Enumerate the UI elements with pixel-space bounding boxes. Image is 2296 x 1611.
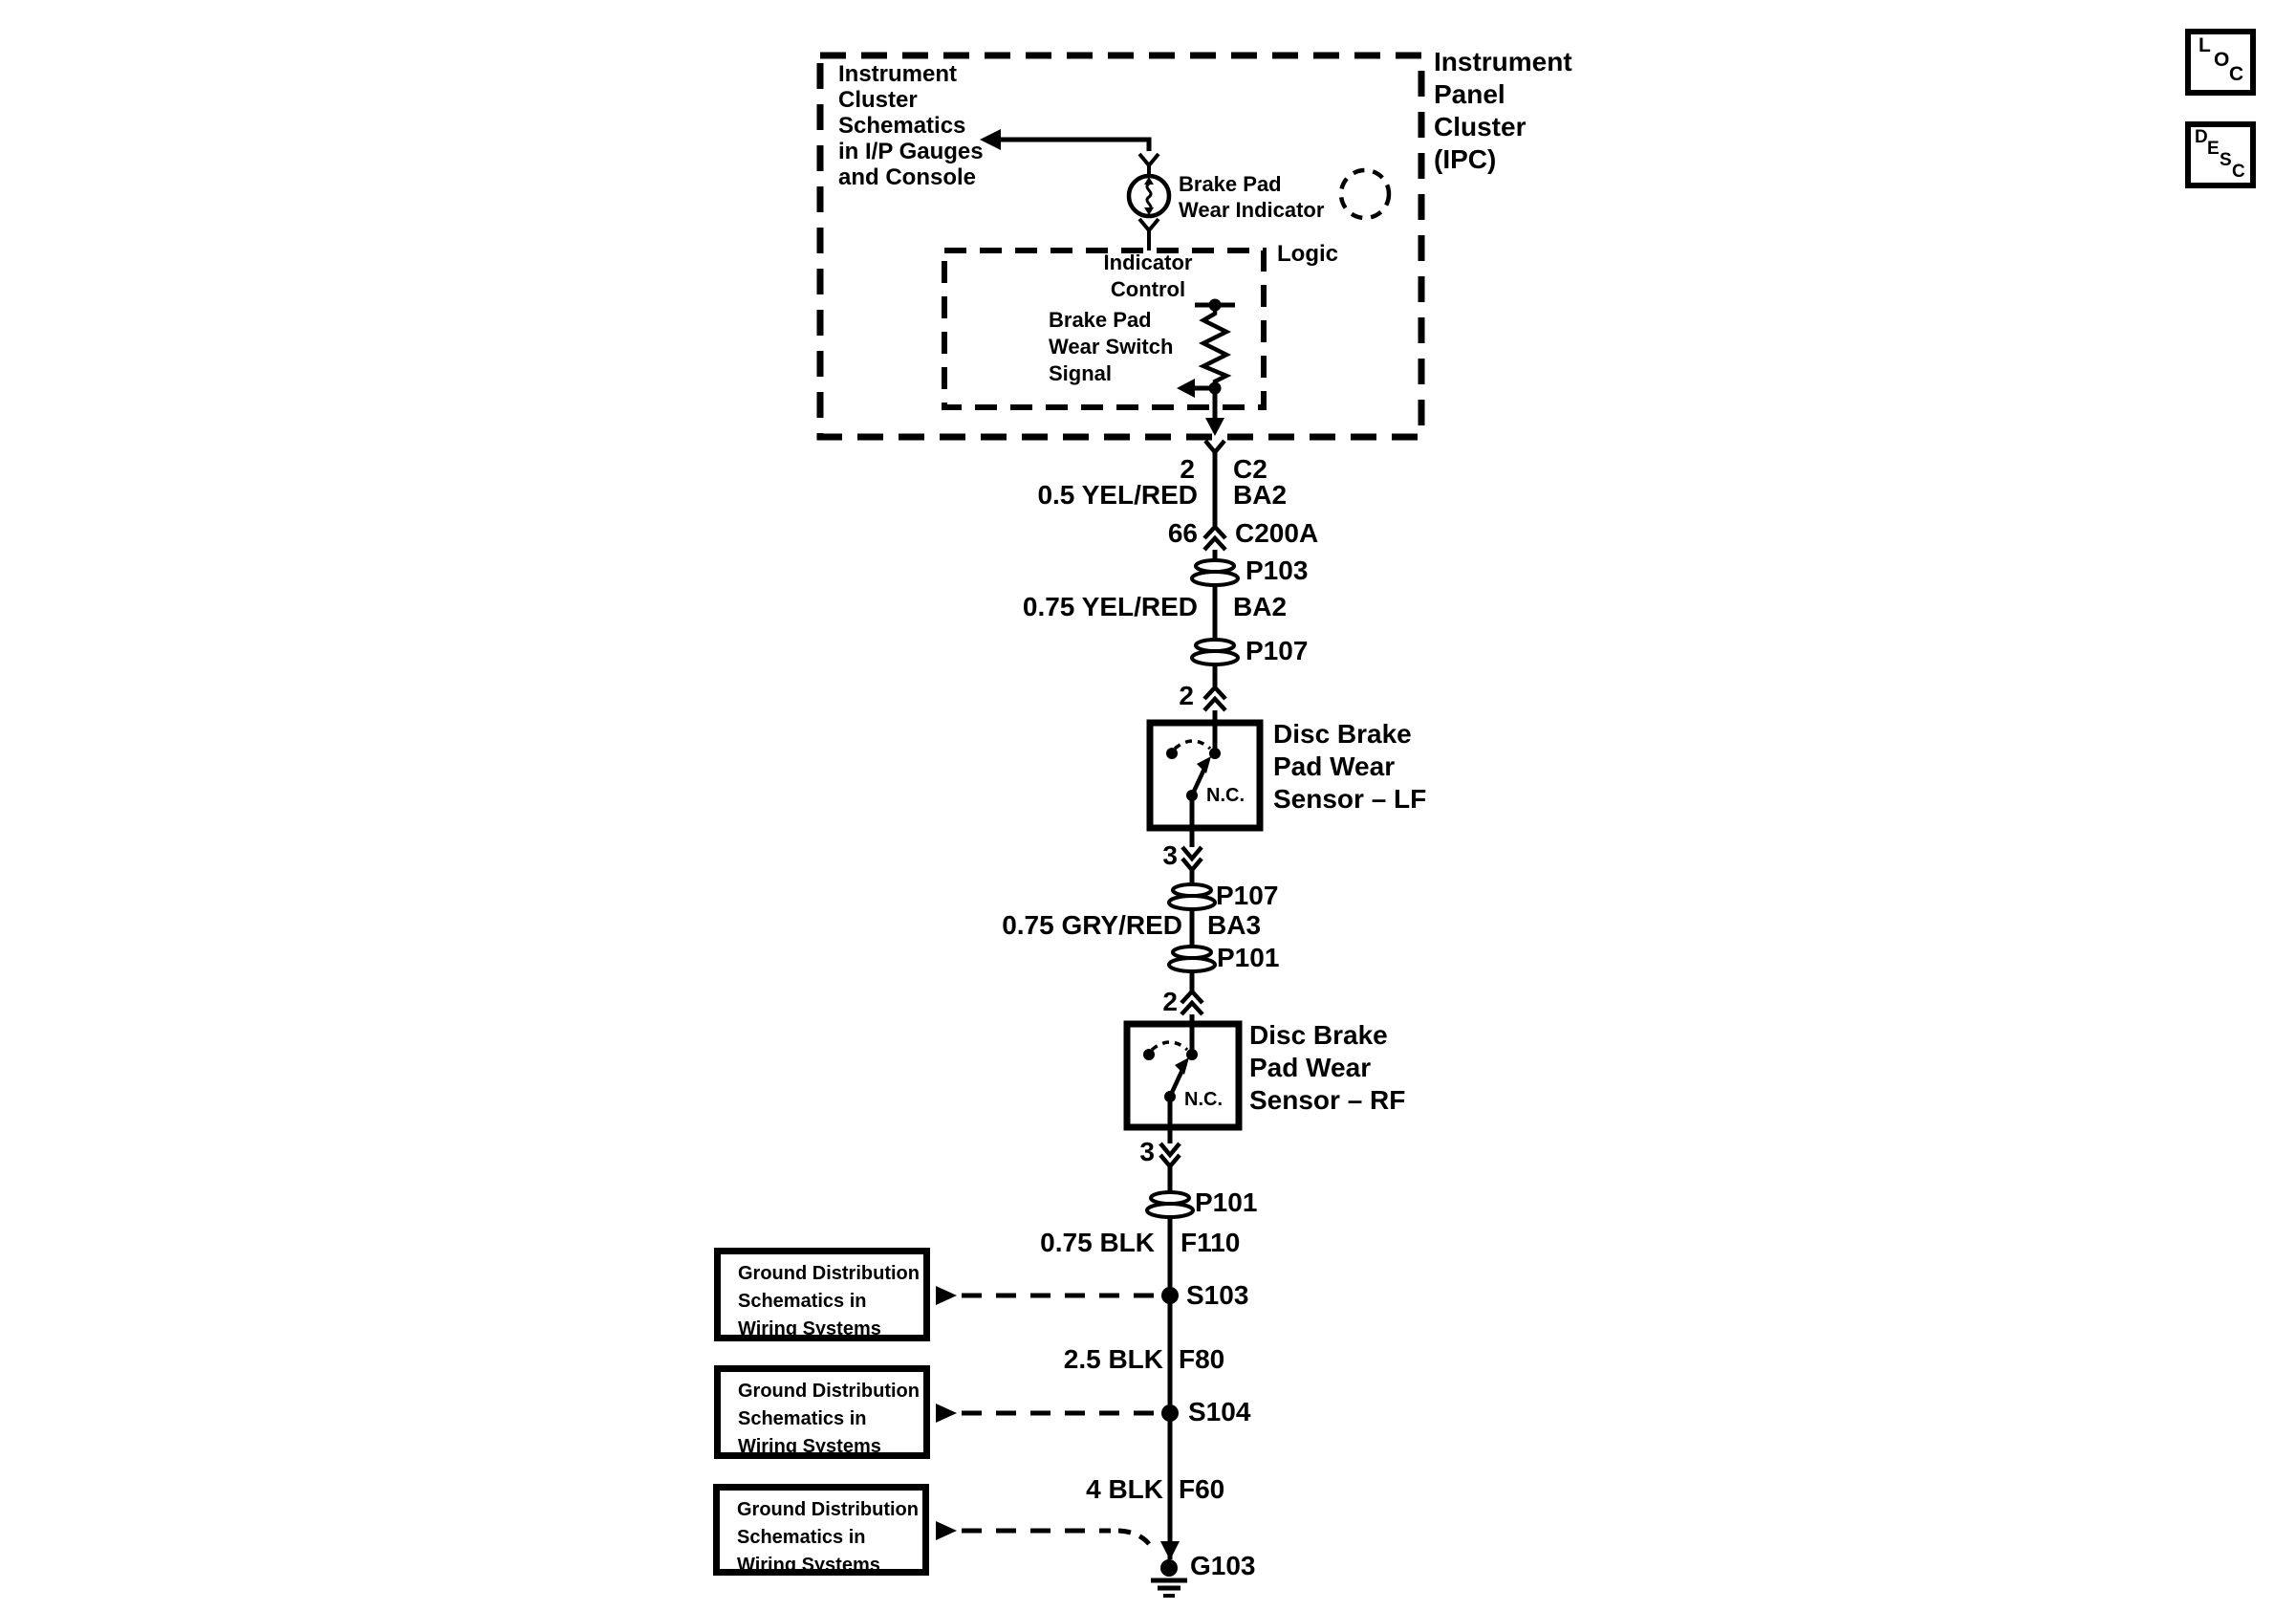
ipc-title-line: (IPC) [1434,144,1497,174]
grommet-p101-label: P101 [1217,943,1280,972]
telltale-dashed-circle [1341,170,1389,218]
rf-sensor-label [1249,1019,1405,1117]
desc-letter: D [2195,127,2208,147]
ground-ref-callout-3 [936,1521,1150,1545]
rf-sensor-line: Disc Brake [1249,1020,1388,1050]
rf-sensor-line: Sensor – RF [1249,1085,1406,1115]
ground-ref-line: Wiring Systems [737,1555,880,1576]
switch-signal-label [1049,307,1173,387]
desc-letter: S [2220,150,2232,170]
wire-gauge-color: 0.75 BLK [1040,1228,1155,1257]
grommet-p107-label: P107 [1245,636,1309,665]
indicator-lamp-label-line: Wear Indicator [1179,198,1325,222]
ipc-title-line: Panel [1434,79,1505,109]
wire-gauge-color: 4 BLK [1086,1474,1163,1504]
switch-signal-line: Wear Switch [1049,335,1174,359]
splice-s104-label: S104 [1188,1397,1251,1426]
rf-pin-out-number: 3 [1139,1137,1155,1166]
lf-sensor-label [1273,718,1426,816]
desc-letter: E [2207,139,2220,159]
wire-gauge-color: 0.75 GRY/RED [1002,910,1182,940]
ipc-title-line: Instrument [1434,47,1572,76]
ground-ref-line: Schematics in [737,1527,866,1548]
crossref-arrow [980,129,1149,151]
connector-c200a-label: C200A [1235,518,1319,548]
switch-signal-line: Signal [1049,361,1113,385]
lf-sensor-line: Pad Wear [1273,751,1396,781]
wire-circuit-number: F110 [1180,1228,1241,1257]
indicator-control-line: Indicator [1103,250,1193,274]
indicator-lamp-label-line: Brake Pad [1179,172,1282,196]
loc-button[interactable] [2185,29,2256,96]
lf-nc-label: N.C. [1206,785,1245,806]
ground-ref-line: Ground Distribution [738,1381,920,1402]
ground-ref-line: Schematics in [738,1408,867,1429]
crossref-line: in I/P Gauges [838,139,984,164]
ground-g103-label: G103 [1190,1551,1256,1580]
lf-pin-in-number: 2 [1179,681,1194,710]
wire-gauge-color: 0.75 YEL/RED [1022,592,1198,621]
rf-pin-in-number: 2 [1162,987,1178,1016]
rf-sensor-line: Pad Wear [1249,1053,1372,1082]
ground-ref-line: Ground Distribution [737,1499,919,1520]
wire-ipc-to-lf [1192,441,1238,753]
loc-letter: L [2199,34,2211,56]
lf-sensor-line: Disc Brake [1273,719,1412,749]
ground-ref-box-3 [713,1484,929,1576]
ground-ref-callout-2 [936,1404,1157,1423]
wire-circuit-number: F60 [1179,1474,1225,1504]
desc-letter: C [2232,162,2245,182]
crossref-line: and Console [838,164,977,190]
ground-ref-box-1 [714,1248,930,1341]
loc-letter: C [2229,63,2244,85]
lf-sensor-box [1150,723,1260,828]
ground-ref-line: Wiring Systems [738,1318,881,1339]
rf-sensor-box [1127,1024,1239,1127]
resistor-symbol [1177,299,1235,437]
ground-symbol [1151,1541,1187,1596]
pin-c200a-number: 66 [1167,518,1198,548]
ground-ref-line: Wiring Systems [738,1436,881,1457]
splice-s103-dot [1161,1287,1179,1304]
pin-c2-number: 2 [1180,454,1195,484]
ground-ref-line: Ground Distribution [738,1263,920,1284]
cluster-schematics-crossref [838,61,984,190]
lf-sensor-line: Sensor – LF [1273,784,1427,814]
ipc-title [1434,46,1572,176]
crossref-line: Instrument [838,61,958,87]
switch-signal-line: Brake Pad [1049,308,1152,332]
grommet-p103-label: P103 [1245,555,1309,585]
ground-ref-box-2 [714,1365,930,1459]
indicator-control-line: Control [1110,277,1186,301]
desc-button[interactable] [2185,121,2256,188]
crossref-line: Cluster [838,87,918,113]
wire-circuit-number: BA2 [1233,592,1288,621]
crossref-line: Schematics [838,113,966,139]
rf-nc-label: N.C. [1184,1089,1223,1110]
wire-gauge-color: 2.5 BLK [1063,1344,1163,1374]
indicator-control-label [1090,250,1206,303]
splice-s103-label: S103 [1186,1280,1249,1310]
grommet-p107-label: P107 [1216,881,1279,910]
connector-c2-label: C2 [1233,454,1267,484]
grommet-p101-label: P101 [1195,1187,1258,1217]
ground-ref-callout-1 [936,1286,1157,1305]
wire-circuit-number: BA2 [1233,480,1288,510]
lf-pin-out-number: 3 [1162,840,1178,870]
ipc-title-line: Cluster [1434,112,1527,142]
wire-circuit-number: F80 [1179,1344,1225,1374]
wire-gauge-color: 0.5 YEL/RED [1037,480,1198,510]
loc-letter: O [2214,49,2230,71]
logic-label: Logic [1277,241,1338,267]
splice-s104-dot [1161,1404,1179,1422]
ground-ref-line: Schematics in [738,1291,867,1312]
indicator-lamp-label [1179,171,1324,223]
indicator-lamp-symbol [1129,154,1169,250]
wire-circuit-number: BA3 [1207,910,1262,940]
